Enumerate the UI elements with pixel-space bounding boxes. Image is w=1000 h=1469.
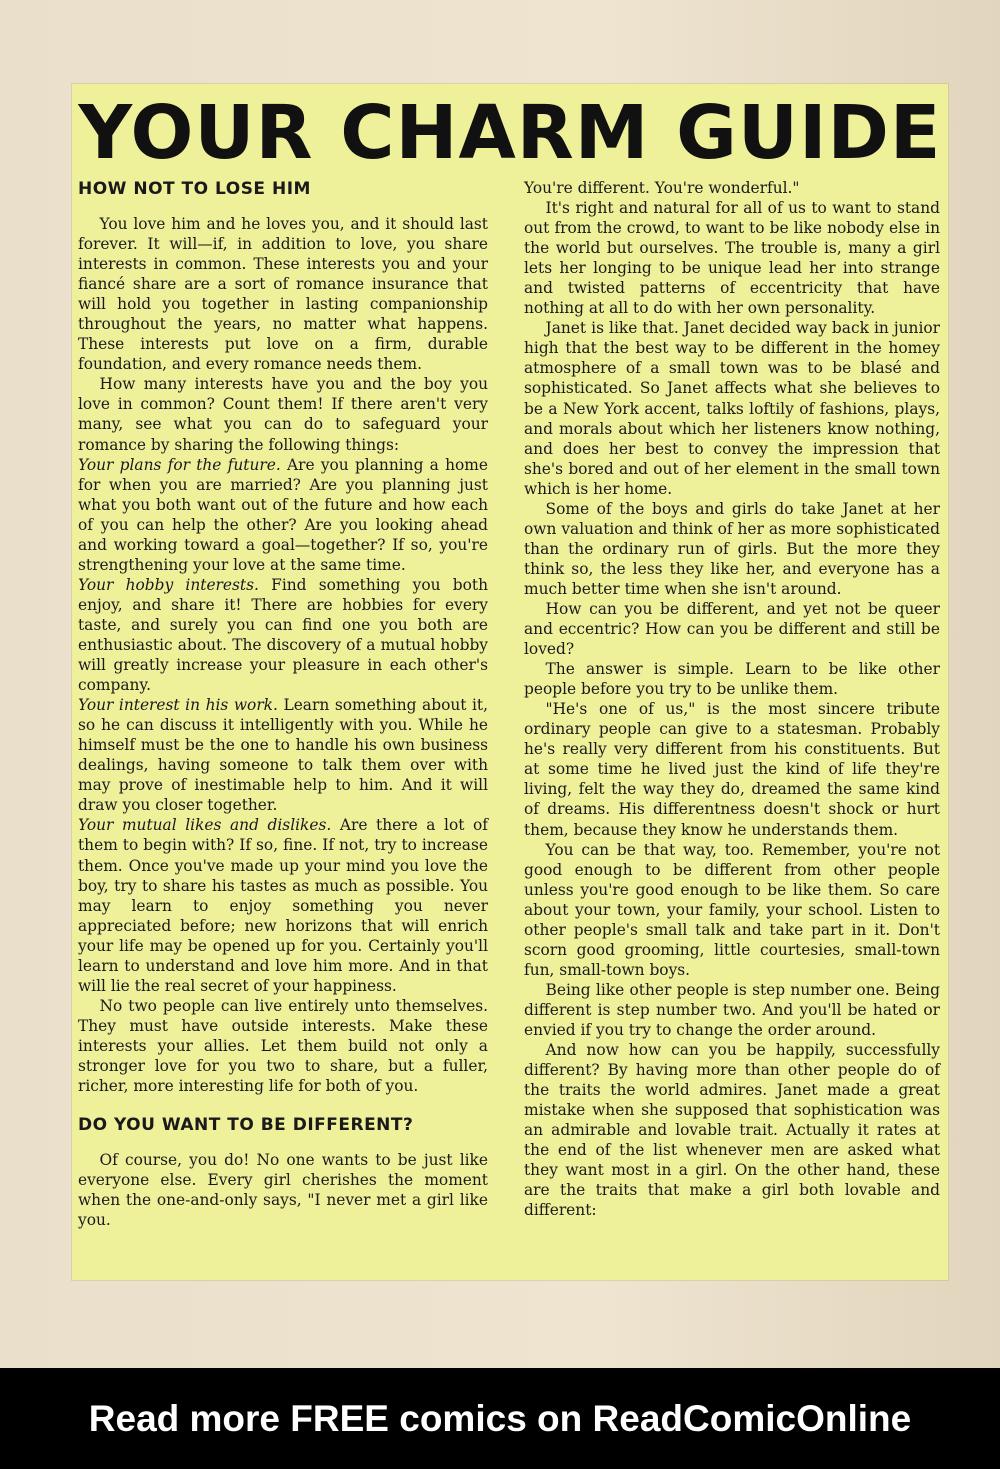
- item-text: Are you planning a home for when you are married? Are you planning just what you both want out of the future and how each of you can help the other? Are you looking ahead and working toward a goal—together? If so, you're strengthening your love at the same time.: [78, 455, 488, 574]
- right-column: [524, 178, 940, 1278]
- item-text: Find something you both enjoy, and share it! There are hobbies for every taste, and surely you can find one you both are enthusiastic about. The discovery of a mutual hobby will greatly increase your pleasure in each other's company.: [78, 575, 488, 695]
- paragraph: And now how can you be happily, successfully different? By having more than other people do of the traits the world admires. Janet made a great mistake when she supposed that sophistication was an admirable and lovable trait. Actually it rates at the end of the list whenever men are asked what they want most in a girl. On the other hand, these are the traits that make a girl both lovable and different:: [524, 1041, 940, 1220]
- paragraph: You're different. You're wonderful.": [524, 179, 800, 197]
- list-item: [78, 815, 488, 995]
- paragraph: You can be that way, too. Remember, you're not good enough to be different from other people unless you're good enough to be like them. So care about your town, your family, your school. Listen to other people's small talk and take part in it. Don't scorn good grooming, little courtesies, small-town fun, small-town boys.: [524, 840, 940, 979]
- list-item: [78, 695, 488, 815]
- section-heading-1: HOW NOT TO LOSE HIM: [78, 179, 311, 199]
- paragraph: No two people can live entirely unto themselves. They must have outside interests. Make these interests your allies. Let them build not only a stronger love for you two to share, but a fuller, richer, more interesting life for both of you.: [78, 996, 488, 1096]
- paragraph: How can you be different, and yet not be queer and eccentric? How can you be different and still be loved?: [524, 599, 940, 659]
- section-heading-2: DO YOU WANT TO BE DIFFERENT?: [78, 1115, 414, 1136]
- list-item: [78, 455, 488, 575]
- item-text: Are there a lot of them to begin with? If so, fine. If not, try to increase them. Once you've made up your mind you love the boy, try to share his tastes as much as possible. You may learn to enjoy something you never appreciated before; new horizons that will enrich your life may be opened up for you. Certainly you'll learn to understand and love him more. And in that will lie the real secret of your happiness.: [78, 816, 488, 995]
- paragraph: It's right and natural for all of us to want to stand out from the crowd, to want to be like nobody else in the world but ourselves. The trouble is, many a girl lets her longing to be unique lead her into strange and twisted patterns of eccentricity that have nothing at all to do with her own personality.: [524, 199, 940, 318]
- left-column: [78, 178, 488, 1278]
- promo-banner: [0, 1368, 1000, 1469]
- item-text: Learn something about it, so he can discuss it intelligently with you. While he himself must be the one to handle his own business dealings, having someone to talk them over with may prove of inestimable help to him. And it will draw you closer together.: [78, 696, 489, 815]
- paragraph: Some of the boys and girls do take Janet at her own valuation and think of her as more sophisticated than the ordinary run of girls. But the more they think so, the less they like her, and everyone has a much better time when she isn't around.: [524, 499, 940, 598]
- item-lead: Your hobby interests.: [78, 575, 259, 594]
- paragraph: Of course, you do! No one wants to be just like everyone else. Every girl cherishes the moment when the one-and-only says, "I never met a girl like you.: [78, 1151, 488, 1230]
- paragraph: "He's one of us," is the most sincere tribute ordinary people can give to a statesman. Probably he's really very different from his constituents. But at some time he lived just the kind of life they're living, felt the way they do, dreamed the same kind of dreams. His differentness doesn't shock or hurt them, because they know he understands them.: [524, 700, 940, 839]
- paragraph: Janet is like that. Janet decided way back in junior high that the best way to be different in the homey atmosphere of a small town was to be blasé and sophisticated. So Janet affects what she believes to be a New York accent, talks loftily of fashions, plays, and morals about which her listeners know nothing, and does her best to convey the impression that she's bored and out of her element in the small town which is her home.: [524, 319, 940, 498]
- paragraph: You love him and he loves you, and it should last forever. It will—if, in addition to love, you share interests in common. These interests you and your fiancé share are a sort of romance insurance that will hold you together in lasting companionship throughout the years, no matter what happens. These interests put love on a firm, durable foundation, and every romance needs them.: [78, 215, 488, 374]
- paragraph: The answer is simple. Learn to be like other people before you try to be unlike them.: [524, 660, 940, 699]
- list-item: [78, 575, 488, 695]
- paragraph: How many interests have you and the boy you love in common? Count them! If there aren't very many, see what you can do to safeguard your romance by sharing the following things:: [78, 375, 488, 454]
- item-lead: Your mutual likes and dislikes.: [78, 816, 332, 835]
- item-lead: Your interest in his work.: [78, 696, 278, 715]
- paragraph: Being like other people is step number one. Being different is step number two. And you'll be hated or envied if you try to change the order around.: [524, 980, 940, 1039]
- promo-link-text[interactable]: Read more FREE comics on ReadComicOnline: [88, 1398, 912, 1439]
- page-title: YOUR CHARM GUIDE: [78, 90, 942, 176]
- item-lead: Your plans for the future.: [78, 455, 281, 474]
